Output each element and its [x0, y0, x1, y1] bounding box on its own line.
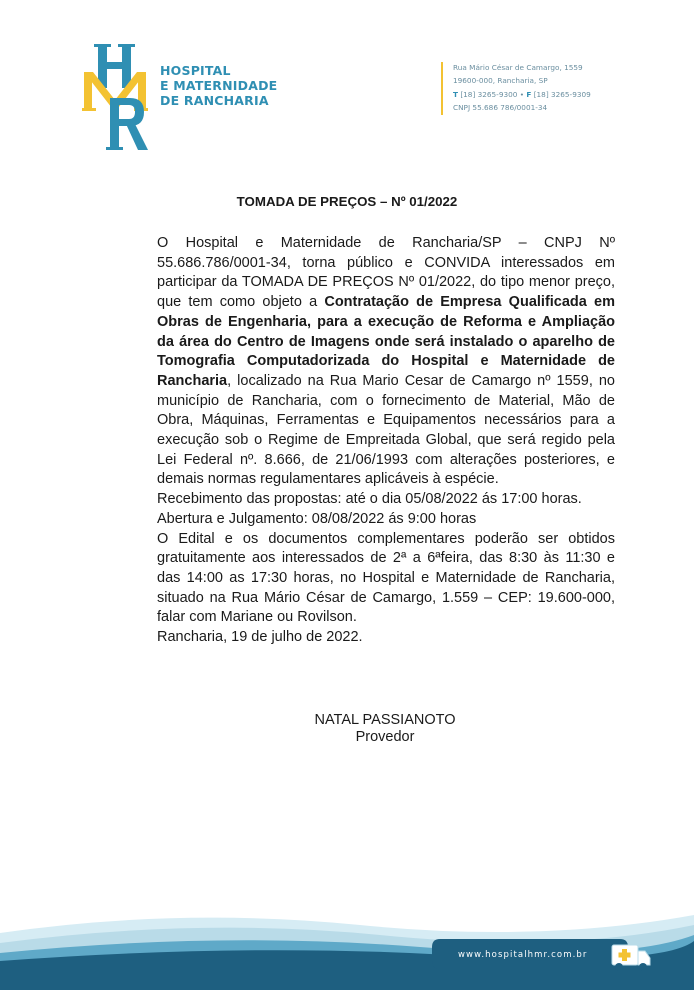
document-body	[157, 234, 615, 648]
footer-waves	[0, 895, 694, 990]
edital-paragraph: O Edital e os documentos complementares poderão ser obtidos gratuitamente aos interessados de 2ª a 6ªfeira, das 8:30 às 11:30 e das 14:00 as 17:30 horas, no Hospital e Maternidade de Rancharia, situado na Rua Mário César de Camargo, 1.559 – CEP: 19.600-000, falar com Mariane ou Rovilson.	[157, 530, 615, 626]
address-line-2: 19600-000, Rancharia, SP	[453, 76, 548, 86]
phone-label: T	[453, 89, 458, 99]
contact-divider	[441, 62, 443, 115]
org-name-line-1: HOSPITAL	[160, 63, 231, 78]
signatory-name: NATAL PASSIANOTO	[314, 712, 456, 728]
fax-number: [18] 3265-9309	[533, 89, 591, 99]
main-paragraph-end: , localizado na Rua Mario Cesar de Camargo nº 1559, no município de Rancharia, com o fornecimento de Material, Mão de Obra, Máquinas, Ferramentas e Equipamentos necessários para a execução sob o Regime de Empreitada Global, que será regido pela Lei Federal nº. 8.666, de 21/06/1993 com alterações posteriores, e demais normas regulamentares aplicáveis à espécie.	[157, 372, 615, 488]
website-link[interactable]: www.hospitalhmr.com.br	[458, 950, 588, 960]
cnpj-line: CNPJ 55.686 786/0001-34	[453, 102, 548, 112]
date-line: Rancharia, 19 de julho de 2022.	[157, 629, 363, 646]
org-name	[160, 63, 277, 108]
org-name-line-3: DE RANCHARIA	[160, 93, 269, 108]
signatory-role: Provedor	[355, 729, 415, 745]
contract-object: Contratação de Empresa Qualificada em Obras de Engenharia, para a execução de Reforma e Ampliação da área do Centro de Imagens onde será instalado o aparelho de Tomografia Computadorizada do Hospital e Maternidade de Rancharia	[157, 294, 615, 389]
contact-block	[453, 61, 591, 114]
address-line-1: Rua Mário César de Camargo, 1559	[453, 63, 583, 72]
separator-dot: •	[519, 89, 525, 99]
document-title: TOMADA DE PREÇOS – Nº 01/2022	[236, 194, 458, 209]
fax-label: F	[526, 89, 532, 99]
signature-block	[0, 712, 694, 746]
hmr-logo-icon	[82, 42, 162, 154]
opening-line: Abertura e Julgamento: 08/08/2022 ás 9:00 horas	[157, 510, 477, 527]
org-name-line-2: E MATERNIDADE	[160, 78, 278, 93]
phone-number: [18] 3265-9300	[460, 89, 518, 99]
phone-fax-line	[453, 88, 591, 101]
ambulance-icon	[608, 937, 652, 977]
main-paragraph	[157, 234, 615, 490]
receipt-line: Recebimento das propostas: até o dia 05/08/2022 ás 17:00 horas.	[157, 491, 582, 508]
main-paragraph-start: O Hospital e Maternidade de Rancharia/SP – CNPJ Nº 55.686.786/0001-34, torna público e CONVIDA interessados em participar da TOMADA DE PREÇOS Nº 01/2022, do tipo menor preço, que tem como objeto a	[157, 235, 615, 311]
